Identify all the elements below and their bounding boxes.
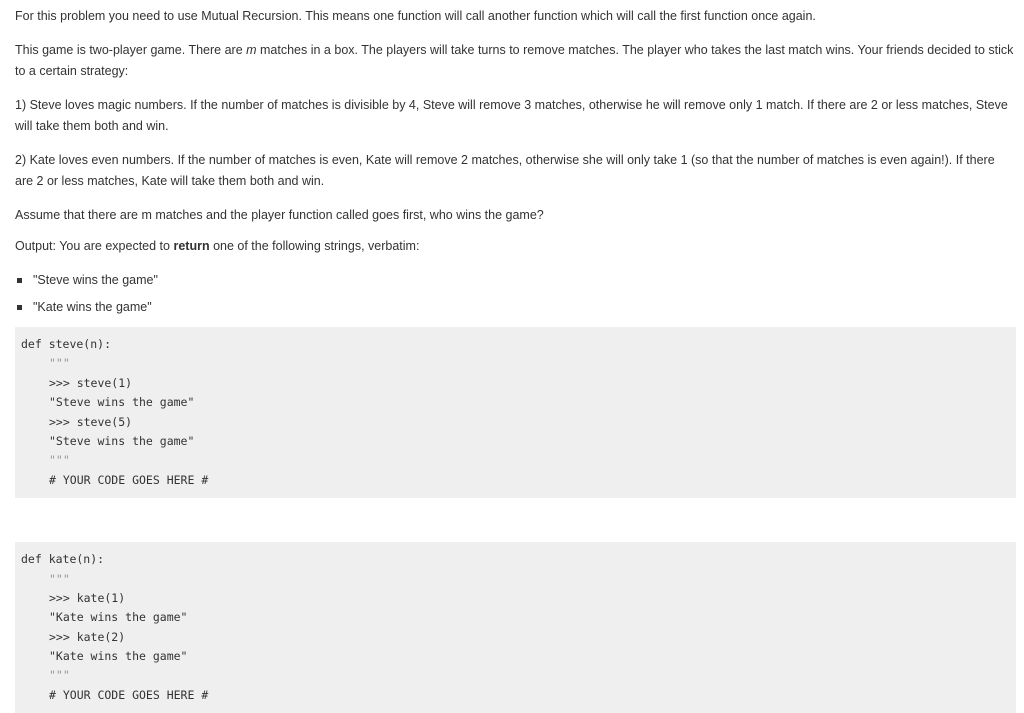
output-prefix: Output: You are expected to [15, 239, 174, 253]
code-line: >>> steve(1) [49, 375, 133, 390]
expected-strings-list [15, 267, 1016, 321]
block-spacer [15, 498, 1016, 542]
square-bullet-icon [17, 305, 22, 310]
rule-steve: 1) Steve loves magic numbers. If the number of matches is divisible by 4, Steve will remove 3 matches, otherwise he will remove only 1 match. If there are 2 or less matches, Steve will take them both and win. [15, 98, 1008, 133]
code-placeholder-comment: # YOUR CODE GOES HERE # [49, 687, 209, 702]
square-bullet-icon [17, 278, 22, 283]
intro-paragraph: For this problem you need to use Mutual Recursion. This means one function will call another function which will call the first function once again. [15, 9, 816, 23]
code-line: >>> kate(1) [49, 590, 126, 605]
docstring-close: """ [49, 453, 70, 468]
code-block-kate [15, 542, 1016, 713]
code-def-line: def kate(n): [21, 552, 105, 567]
game-paragraph [15, 40, 1016, 82]
output-suffix: one of the following strings, verbatim: [209, 239, 420, 253]
return-keyword: return [173, 239, 210, 253]
code-def-line: def steve(n): [21, 337, 112, 351]
game-text-start: This game is two-player game. There are [15, 43, 247, 57]
code-line: "Steve wins the game" [49, 433, 195, 448]
code-line: "Steve wins the game" [49, 395, 195, 410]
variable-m: m [246, 43, 257, 57]
code-line: >>> kate(2) [49, 629, 126, 644]
list-item [15, 267, 1016, 294]
game-text-end: matches in a box. The players will take turns to remove matches. The player who takes the last match wins. Your friends decided to stick to a certain strategy: [15, 43, 1014, 78]
docstring-open: """ [49, 571, 70, 586]
code-placeholder-comment: # YOUR CODE GOES HERE # [49, 472, 209, 487]
option-text: "Steve wins the game" [33, 273, 158, 287]
list-item [15, 294, 1016, 321]
docstring-close: """ [49, 668, 70, 683]
code-line: >>> steve(5) [49, 414, 133, 429]
option-text: "Kate wins the game" [33, 300, 152, 314]
code-block-steve [15, 327, 1016, 498]
code-line: "Kate wins the game" [49, 610, 188, 625]
docstring-open: """ [49, 356, 70, 371]
code-line: "Kate wins the game" [49, 649, 188, 664]
rule-kate: 2) Kate loves even numbers. If the number of matches is even, Kate will remove 2 matches, otherwise she will only take 1 (so that the number of matches is even again!). If there are 2 or less matches, Kate will take them both and win. [15, 153, 995, 188]
output-paragraph [15, 236, 1016, 257]
assume-paragraph: Assume that there are m matches and the player function called goes first, who wins the game? [15, 208, 544, 222]
